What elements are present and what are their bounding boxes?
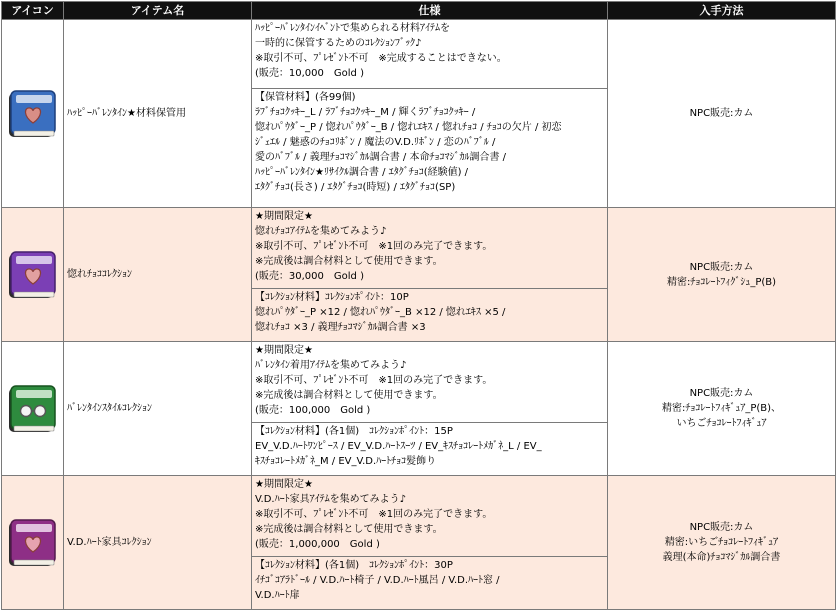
collection-book-icon (6, 248, 60, 302)
item-name: ﾊｯﾋﾟｰﾊﾞﾚﾝﾀｲﾝ★材料保管用 (64, 20, 252, 208)
collection-book-icon (6, 87, 60, 141)
item-table (1, 1, 836, 610)
header-row (2, 2, 836, 20)
table-row (2, 476, 836, 557)
acquisition-method: NPC販売:カム (608, 20, 836, 208)
header-item-name: アイテム名 (64, 2, 252, 20)
item-name: ﾊﾞﾚﾝﾀｲﾝｽﾀｲﾙｺﾚｸｼｮﾝ (64, 342, 252, 476)
spec-materials: 【保管材料】(各99個) ﾗﾌﾞﾁｮｺｸｯｷｰ_L / ﾗﾌﾞﾁｮｺｸｯｷｰ_M / 輝くﾗﾌﾞﾁｮｺｸｯｷｰ / 惚れﾊﾟｳﾀﾞｰ_P / 惚れﾊﾟｳﾀﾞｰ_B / 惚れｴｷｽ / 惚れﾁｮｺ / ﾁｮｺの欠片 / 初恋 ｼﾞｪｴﾙ / 魅惑のﾁｮｺﾘﾎﾞﾝ / 魔法のV.D.ﾘﾎﾞﾝ / 恋のﾊﾞﾌﾞﾙ / 愛のﾊﾞﾌﾞﾙ / 義理ﾁｮｺﾏｼﾞｶﾙ調合書 / 本命ﾁｮｺﾏｼﾞｶﾙ調合書 / ﾊｯﾋﾟｰﾊﾞﾚﾝﾀｲﾝ★ﾘｻｲｸﾙ調合書 / ｴﾀｸﾞﾁｮｺ(経験値) / ｴﾀｸﾞﾁｮｺ(長さ) / ｴﾀｸﾞﾁｮｺ(時短) / ｴﾀｸﾞﾁｮｺ(SP) (252, 89, 608, 208)
spec-description: ★期間限定★ V.D.ﾊｰﾄ家具ｱｲﾃﾑを集めてみよう♪ ※取引不可、ﾌﾟﾚｾﾞﾝﾄ不可 ※1回のみ完了できます。 ※完成後は調合材料として使用できます。 (販売：1,000,000 Gold ) (252, 476, 608, 557)
spec-materials: 【ｺﾚｸｼｮﾝ材料】ｺﾚｸｼｮﾝﾎﾟｲﾝﾄ：10P 惚れﾊﾟｳﾀﾞｰ_P ×12 / 惚れﾊﾟｳﾀﾞｰ_B ×12 / 惚れｴｷｽ ×5 / 惚れﾁｮｺ ×3 / 義理ﾁｮｺﾏｼﾞｶﾙ調合書 ×3 (252, 289, 608, 342)
spec-materials: 【ｺﾚｸｼｮﾝ材料】(各1個) ｺﾚｸｼｮﾝﾎﾟｲﾝﾄ：15P EV_V.D.ﾊｰﾄﾜﾝﾋﾟｰｽ / EV_V.D.ﾊｰﾄｽｰﾂ / EV_ｷｽﾁｮｺﾚｰﾄﾒｶﾞﾈ_L / EV_ ｷｽﾁｮｺﾚｰﾄﾒｶﾞﾈ_M / EV_V.D.ﾊｰﾄﾁｮｺ髪飾り (252, 423, 608, 476)
acquisition-method: NPC販売:カム 精密:ﾁｮｺﾚｰﾄﾌｨｷﾞｭｱ_P(B)、 いちごﾁｮｺﾚｰﾄﾌｨｷﾞｭｱ (608, 342, 836, 476)
acquisition-method: NPC販売:カム 精密:ﾁｮｺﾚｰﾄﾌｨｸﾞｼｭ_P(B) (608, 208, 836, 342)
table-row (2, 342, 836, 423)
item-icon-cell (2, 476, 64, 610)
item-icon-cell (2, 20, 64, 208)
collection-book-icon (6, 516, 60, 570)
spec-description: ★期間限定★ 惚れﾁｮｺｱｲﾃﾑを集めてみよう♪ ※取引不可、ﾌﾟﾚｾﾞﾝﾄ不可 ※1回のみ完了できます。 ※完成後は調合材料として使用できます。 (販売：30,000 Gold ) (252, 208, 608, 289)
acquisition-method: NPC販売:カム 精密:いちごﾁｮｺﾚｰﾄﾌｨｷﾞｭｱ 義理(本命)ﾁｮｺﾏｼﾞｶﾙ調合書 (608, 476, 836, 610)
spec-description: ★期間限定★ ﾊﾞﾚﾝﾀｲﾝ着用ｱｲﾃﾑを集めてみよう♪ ※取引不可、ﾌﾟﾚｾﾞﾝﾄ不可 ※1回のみ完了できます。 ※完成後は調合材料として使用できます。 (販売：100,000 Gold ) (252, 342, 608, 423)
header-spec: 仕様 (252, 2, 608, 20)
collection-book-icon (6, 382, 60, 436)
item-name: 惚れﾁｮｺｺﾚｸｼｮﾝ (64, 208, 252, 342)
item-icon-cell (2, 208, 64, 342)
table-row (2, 20, 836, 89)
header-icon: アイコン (2, 2, 64, 20)
item-name: V.D.ﾊｰﾄ家具ｺﾚｸｼｮﾝ (64, 476, 252, 610)
spec-description: ﾊｯﾋﾟｰﾊﾞﾚﾝﾀｲﾝｲﾍﾞﾝﾄで集められる材料ｱｲﾃﾑを 一時的に保管するためのｺﾚｸｼｮﾝﾌﾞｯｸ♪ ※取引不可、ﾌﾟﾚｾﾞﾝﾄ不可 ※完成することはできない。 (販売：10,000 Gold ) (252, 20, 608, 89)
header-acquisition: 入手方法 (608, 2, 836, 20)
item-icon-cell (2, 342, 64, 476)
table-row (2, 208, 836, 289)
spec-materials: 【ｺﾚｸｼｮﾝ材料】(各1個) ｺﾚｸｼｮﾝﾎﾟｲﾝﾄ：30P ｲﾁｺﾞｺｱﾗﾄﾞｰﾙ / V.D.ﾊｰﾄ椅子 / V.D.ﾊｰﾄ風呂 / V.D.ﾊｰﾄ窓 / V.D.ﾊｰﾄ扉 (252, 557, 608, 610)
